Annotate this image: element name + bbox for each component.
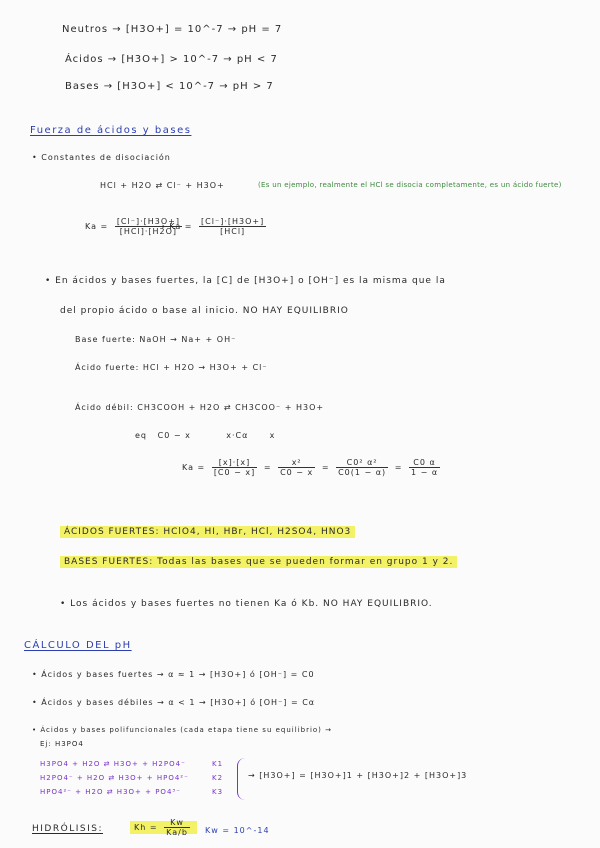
weak-acid-equation: Ácido débil: CH3COOH + H2O ⇄ CH3COO⁻ + H3O+ <box>75 403 325 412</box>
neutral-line: Neutros → [H3O+] = 10^-7 → pH = 7 <box>62 24 283 35</box>
ka-left-denominator: [HCl]·[H2O] <box>119 227 178 236</box>
kh-fraction <box>164 818 190 837</box>
polyprotic-step-1: H3PO4 + H2O ⇄ H3O+ + H2PO4⁻ <box>40 760 186 768</box>
ka-frac-2-den: C0 − x <box>280 468 314 477</box>
curly-brace <box>237 758 246 800</box>
example-strong-acid: Ácido fuerte: HCl + H2O → H3O+ + Cl⁻ <box>75 363 268 372</box>
section-title-strength: Fuerza de ácidos y bases <box>30 125 192 136</box>
polyprotic-step-2: H2PO4⁻ + H2O ⇄ H3O+ + HPO4²⁻ <box>40 774 189 782</box>
polyprotic-sum: → [H3O+] = [H3O+]1 + [H3O+]2 + [H3O+]3 <box>248 771 468 780</box>
kh-prefix: Kh = <box>134 823 158 832</box>
section-title-ph: CÁLCULO DEL pH <box>24 640 132 651</box>
ka-frac-4-den: 1 − α <box>410 468 439 477</box>
ka-left-numerator: [Cl⁻]·[H3O+] <box>116 217 180 226</box>
equals-sign-1: = <box>263 463 272 472</box>
base-line: Bases → [H3O+] < 10^-7 → pH > 7 <box>65 81 274 92</box>
polyprotic-example-label: Ej: H3PO4 <box>40 740 84 748</box>
acid-line: Ácidos → [H3O+] > 10^-7 → pH < 7 <box>65 54 278 65</box>
ka-right-expression <box>158 217 269 236</box>
strong-paragraph-line2: del propio ácido o base al inicio. NO HAY EQUILIBRIO <box>60 306 349 316</box>
ka-right-fraction <box>199 217 266 236</box>
ka-frac-4 <box>409 458 440 477</box>
no-constants-note: • Los ácidos y bases fuertes no tienen Ka ó Kb. NO HAY EQUILIBRIO. <box>60 599 433 609</box>
kh-expression <box>130 818 197 837</box>
step-k3: K3 <box>212 788 224 796</box>
ka-frac-2-num: x² <box>278 458 315 468</box>
kh-denominator: Ka/b <box>166 828 188 837</box>
ka-frac-1-num: [x]·[x] <box>212 458 257 468</box>
polyprotic-rule: • Ácidos y bases polifuncionales (cada etapa tiene su equilibrio) → <box>32 726 333 734</box>
ka-frac-1-den: [C0 − x] <box>213 468 256 477</box>
weak-ph-rule: • Ácidos y bases débiles → α < 1 → [H3O+] ó [OH⁻] = Cα <box>32 698 316 707</box>
strong-bases-list <box>60 557 457 567</box>
equals-sign-3: = <box>394 463 403 472</box>
step-k1: K1 <box>212 760 224 768</box>
example-strong-base: Base fuerte: NaOH → Na+ + OH⁻ <box>75 335 237 344</box>
ka-derivation-label: Ka = <box>182 463 206 472</box>
strong-paragraph-line1: • En ácidos y bases fuertes, la [C] de [H3O+] o [OH⁻] es la misma que la <box>45 276 446 286</box>
strong-acids-highlight: ÁCIDOS FUERTES: HClO4, HI, HBr, HCl, H2SO4, HNO3 <box>60 526 355 538</box>
ka-right-numerator: [Cl⁻]·[H3O+] <box>201 217 265 226</box>
dissociation-note: (Es un ejemplo, realmente el HCl se disocia completamente, es un ácido fuerte) <box>258 181 562 189</box>
strong-bases-highlight: BASES FUERTES: Todas las bases que se pueden formar en grupo 1 y 2. <box>60 556 457 568</box>
ka-frac-3 <box>336 458 388 477</box>
ka-left-label: Ka = <box>85 222 109 231</box>
kw-value: Kw = 10^-14 <box>205 826 270 835</box>
kh-highlight <box>130 818 197 837</box>
kh-numerator: Kw <box>164 818 190 828</box>
strong-acids-list <box>60 527 355 537</box>
ka-right-denominator: [HCl] <box>220 227 246 236</box>
ka-frac-4-num: C0 α <box>409 458 440 468</box>
dissociation-equation: HCl + H2O ⇄ Cl⁻ + H3O+ <box>100 181 225 190</box>
ka-frac-1 <box>212 458 257 477</box>
ka-frac-3-num: C0² α² <box>336 458 388 468</box>
step-k2: K2 <box>212 774 224 782</box>
ka-frac-2 <box>278 458 315 477</box>
strong-ph-rule: • Ácidos y bases fuertes → α ≈ 1 → [H3O+] ó [OH⁻] = C0 <box>32 670 315 679</box>
equals-sign-2: = <box>321 463 330 472</box>
polyprotic-step-3: HPO4²⁻ + H2O ⇄ H3O+ + PO4³⁻ <box>40 788 181 796</box>
bullet-constants: • Constantes de disociación <box>32 153 171 162</box>
hydrolysis-label: HIDRÓLISIS: <box>32 824 103 834</box>
equilibrium-row: eq C0 − x x·Cα x <box>135 431 276 440</box>
ka-derivation <box>182 458 443 477</box>
ka-frac-3-den: C0(1 − α) <box>338 468 387 477</box>
ka-right-prefix: → Ka = <box>158 222 193 231</box>
